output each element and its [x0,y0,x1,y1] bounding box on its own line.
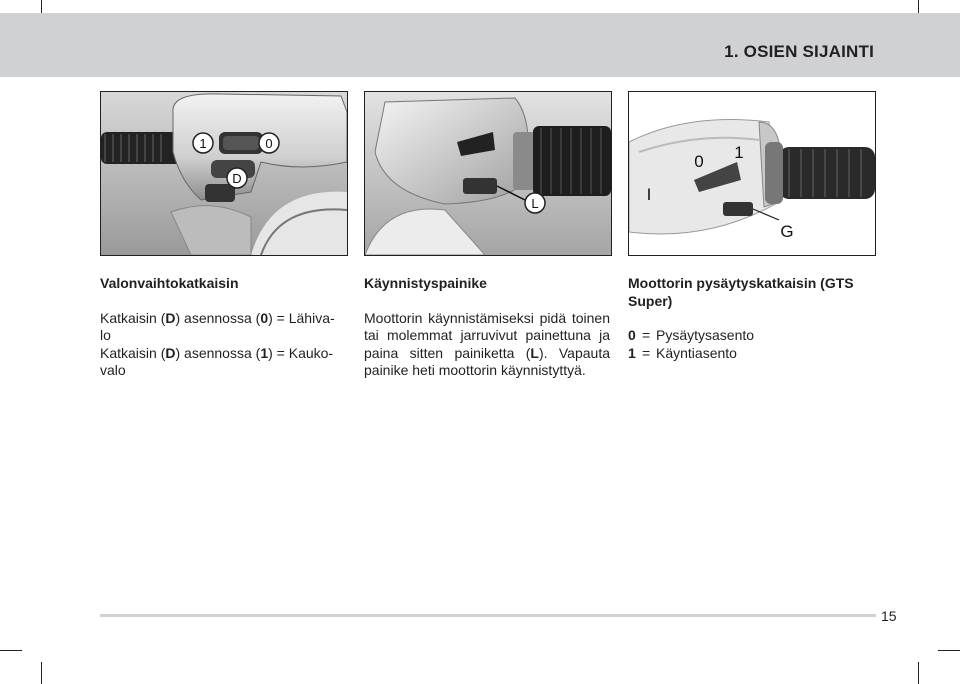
crop-mark [918,662,919,684]
section-start-button [364,275,610,380]
body-line: Katkaisin (D) asennossa (1) = Kauko- [100,344,334,361]
photo-light-switch [100,91,348,256]
footer-rule [100,614,876,617]
photo-start-button [364,91,612,256]
photo-label: G [780,222,794,241]
position-item: 0 = Pysäytysasento [628,327,755,343]
body-line: valo [100,362,126,378]
photo-label: 1 [199,136,207,151]
body-line: lo [100,327,111,343]
photo-kill-switch [628,91,876,256]
body-line: Katkaisin (D) asennossa (0) = Lähiva- [100,309,335,326]
section-kill-switch [628,275,874,362]
photo-label: 1 [734,143,744,162]
section-heading: Moottorin pysäytyskatkaisin (GTS Super) [628,275,854,309]
start-button-illustration [365,92,611,255]
kill-switch-illustration [629,92,875,255]
section-light-switch [100,275,346,380]
page-number: 15 [881,608,897,624]
photo-label: L [531,196,539,211]
section-heading: Valonvaihtokatkaisin [100,275,239,291]
crop-mark [938,650,960,651]
crop-mark [41,662,42,684]
photo-label: D [232,171,242,186]
section-heading: Käynnistyspainike [364,275,487,291]
light-switch-illustration [101,92,347,255]
photo-label: I [646,185,652,204]
page-title: 1. OSIEN SIJAINTI [724,42,874,61]
position-item: 1 = Käyntiasento [628,344,737,361]
photo-label: 0 [694,152,704,171]
photo-label: 0 [265,136,273,151]
body-paragraph: Moottorin käynnistämiseksi pidä toinen tai molemmat jarruvivut painettuna ja paina sitten painiketta (L). Vapauta painike heti moottorin käynnistyttyä. [364,309,611,378]
crop-mark [0,650,22,651]
